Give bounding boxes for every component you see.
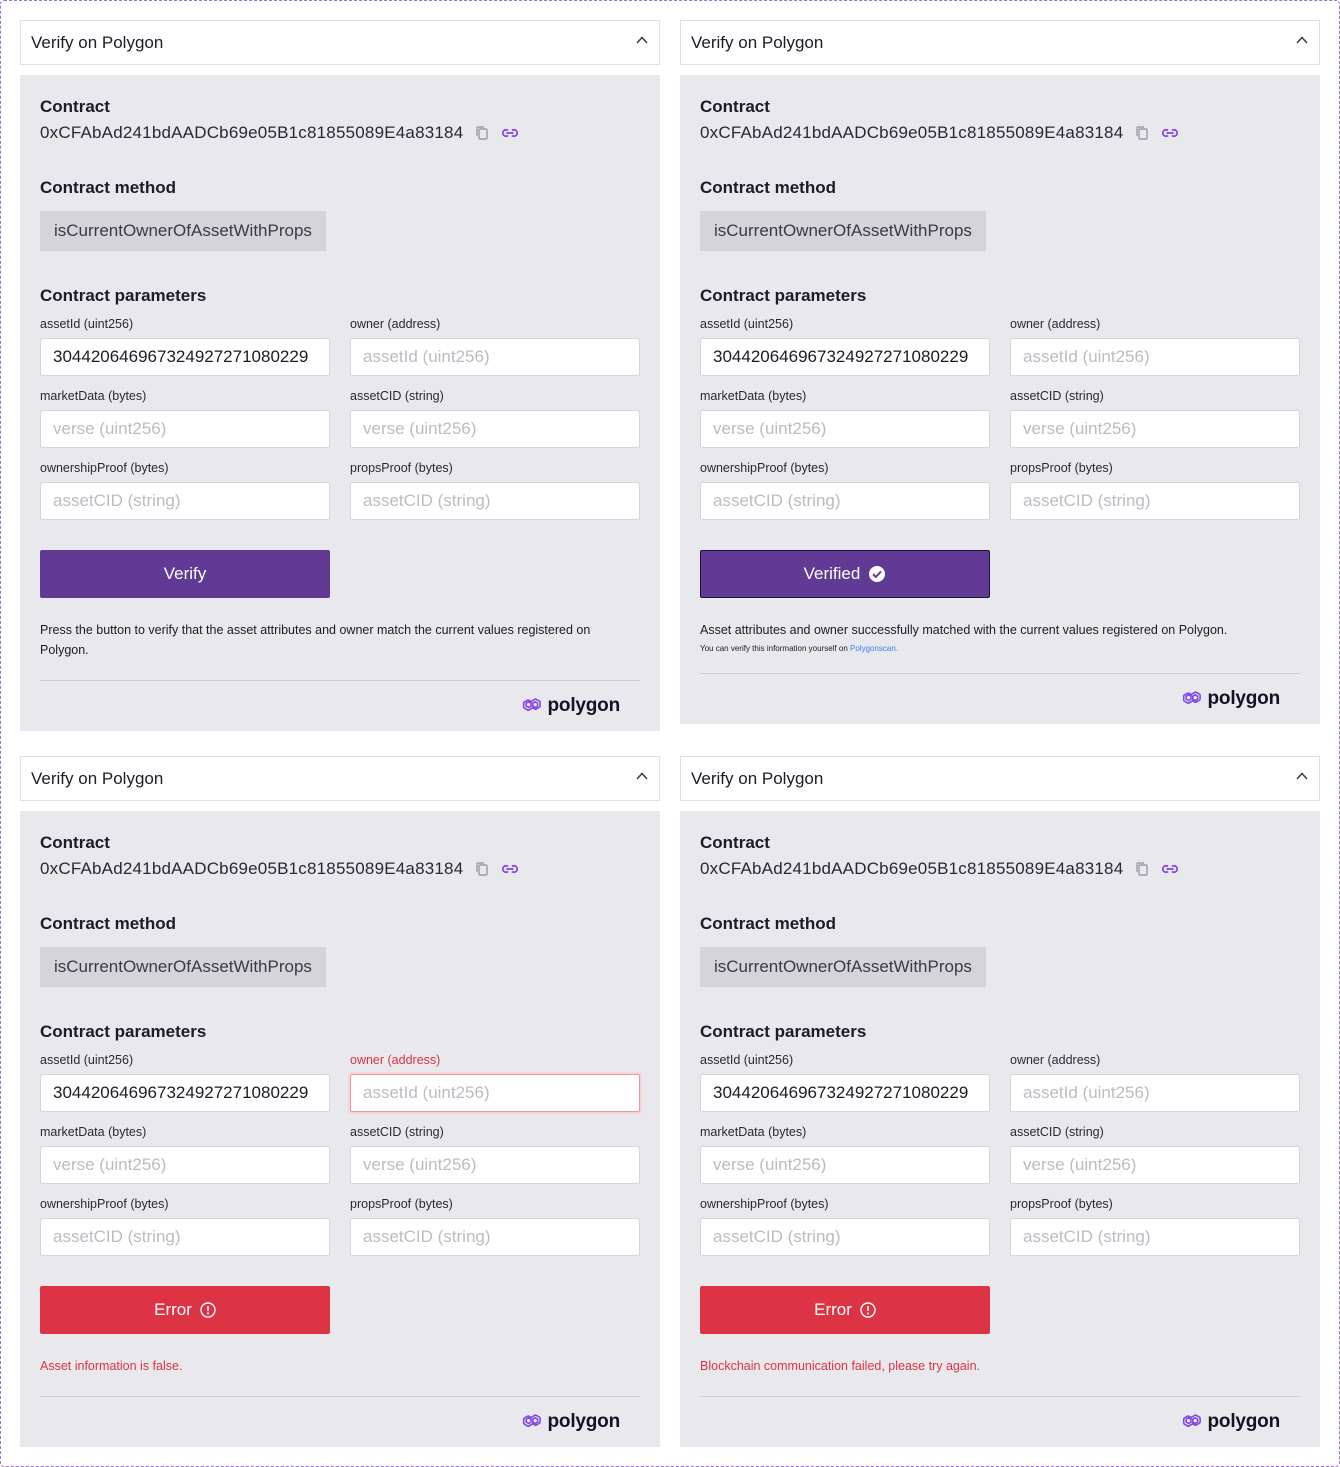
param-field bbox=[700, 316, 990, 376]
header-title: Verify on Polygon bbox=[31, 32, 164, 52]
param-label: propsProof (bytes) bbox=[1010, 1197, 1113, 1211]
contract-label: Contract bbox=[700, 833, 770, 852]
status-message: Asset attributes and owner successfully matched with the current values registered on Polygon. bbox=[700, 623, 1228, 637]
contract-address-row bbox=[700, 123, 1300, 143]
param-input[interactable]: assetId (uint256) bbox=[1010, 1074, 1300, 1112]
param-label: assetId (uint256) bbox=[700, 1053, 794, 1067]
param-input[interactable]: assetCID (string) bbox=[40, 1218, 330, 1256]
param-input[interactable]: assetId (uint256) bbox=[1010, 338, 1300, 376]
param-input[interactable]: assetCID (string) bbox=[1010, 1218, 1300, 1256]
param-field bbox=[1010, 316, 1300, 376]
link-icon[interactable] bbox=[501, 127, 519, 139]
polygon-logo-icon bbox=[1180, 1411, 1204, 1434]
param-field bbox=[700, 1124, 990, 1184]
param-label: marketData (bytes) bbox=[40, 389, 147, 403]
param-field bbox=[40, 460, 330, 520]
button-label: Error bbox=[154, 1300, 192, 1319]
param-field bbox=[350, 388, 640, 448]
method-value: isCurrentOwnerOfAssetWithProps bbox=[700, 211, 986, 251]
status-message: Blockchain communication failed, please try again. bbox=[700, 1359, 981, 1373]
param-field bbox=[1010, 1052, 1300, 1112]
param-field bbox=[40, 1052, 330, 1112]
param-input[interactable]: verse (uint256) bbox=[350, 410, 640, 448]
polygon-logo-icon bbox=[1180, 688, 1204, 711]
link-icon[interactable] bbox=[501, 863, 519, 875]
contract-label: Contract bbox=[40, 97, 110, 116]
param-field bbox=[1010, 1124, 1300, 1184]
param-field bbox=[700, 1196, 990, 1256]
param-label: marketData (bytes) bbox=[700, 1125, 807, 1139]
param-field bbox=[40, 1196, 330, 1256]
copy-icon[interactable] bbox=[475, 125, 489, 141]
chevron-up-icon[interactable] bbox=[1295, 769, 1309, 788]
accordion-header[interactable] bbox=[20, 20, 660, 65]
copy-icon[interactable] bbox=[475, 861, 489, 877]
param-input[interactable]: verse (uint256) bbox=[40, 410, 330, 448]
param-label: propsProof (bytes) bbox=[350, 461, 453, 475]
param-label: ownershipProof (bytes) bbox=[40, 1197, 169, 1211]
polygon-brand bbox=[700, 674, 1300, 724]
contract-label: Contract bbox=[700, 97, 770, 116]
polygonscan-note bbox=[700, 644, 1300, 653]
accordion-header[interactable] bbox=[680, 756, 1320, 801]
param-input[interactable]: assetCID (string) bbox=[700, 1218, 990, 1256]
param-label: ownershipProof (bytes) bbox=[40, 461, 169, 475]
param-label: propsProof (bytes) bbox=[350, 1197, 453, 1211]
chevron-up-icon[interactable] bbox=[635, 33, 649, 52]
param-field bbox=[40, 316, 330, 376]
param-field bbox=[1010, 460, 1300, 520]
params-label: Contract parameters bbox=[40, 1022, 207, 1041]
contract-address: 0xCFAbAd241bdAADCb69e05B1c81855089E4a83184 bbox=[700, 859, 1124, 878]
contract-label: Contract bbox=[40, 833, 110, 852]
contract-address-row bbox=[40, 859, 640, 879]
polygon-wordmark: polygon bbox=[547, 1411, 620, 1432]
method-value: isCurrentOwnerOfAssetWithProps bbox=[40, 947, 326, 987]
header-title: Verify on Polygon bbox=[691, 768, 824, 788]
param-field bbox=[700, 460, 990, 520]
param-input[interactable]: 304420646967324927271080229 bbox=[700, 1074, 990, 1112]
param-input[interactable]: verse (uint256) bbox=[1010, 410, 1300, 448]
chevron-up-icon[interactable] bbox=[1295, 33, 1309, 52]
param-field bbox=[350, 1196, 640, 1256]
verify-button[interactable] bbox=[700, 1286, 990, 1334]
param-field bbox=[700, 1052, 990, 1112]
accordion-header[interactable] bbox=[680, 20, 1320, 65]
link-icon[interactable] bbox=[1161, 863, 1179, 875]
param-label: owner (address) bbox=[350, 317, 441, 331]
verify-card bbox=[20, 20, 660, 731]
chevron-up-icon[interactable] bbox=[635, 769, 649, 788]
param-label: assetCID (string) bbox=[1010, 389, 1104, 403]
accordion-panel bbox=[20, 811, 660, 1447]
param-label: assetId (uint256) bbox=[700, 317, 794, 331]
param-input[interactable]: assetCID (string) bbox=[350, 482, 640, 520]
method-label: Contract method bbox=[40, 914, 176, 933]
param-input[interactable]: verse (uint256) bbox=[700, 1146, 990, 1184]
check-circle-icon bbox=[868, 565, 886, 583]
param-input[interactable]: 304420646967324927271080229 bbox=[40, 338, 330, 376]
verify-card bbox=[20, 756, 660, 1447]
method-value: isCurrentOwnerOfAssetWithProps bbox=[40, 211, 326, 251]
param-label: ownershipProof (bytes) bbox=[700, 461, 829, 475]
param-label: assetId (uint256) bbox=[40, 1053, 134, 1067]
polygonscan-note-text: You can verify this information yourself on bbox=[700, 644, 851, 653]
header-title: Verify on Polygon bbox=[31, 768, 164, 788]
contract-address-row bbox=[40, 123, 640, 143]
param-label: ownershipProof (bytes) bbox=[700, 1197, 829, 1211]
verify-card bbox=[680, 20, 1320, 724]
accordion-panel bbox=[680, 75, 1320, 724]
param-field bbox=[40, 388, 330, 448]
param-input[interactable]: assetCID (string) bbox=[40, 482, 330, 520]
param-label: assetCID (string) bbox=[350, 389, 444, 403]
param-label: owner (address) bbox=[1010, 317, 1101, 331]
method-value: isCurrentOwnerOfAssetWithProps bbox=[700, 947, 986, 987]
method-label: Contract method bbox=[700, 914, 836, 933]
param-label: marketData (bytes) bbox=[40, 1125, 147, 1139]
verify-button[interactable] bbox=[40, 550, 330, 598]
button-label: Verified bbox=[803, 564, 861, 583]
polygon-brand bbox=[40, 681, 640, 731]
polygon-logo-icon bbox=[520, 695, 544, 718]
polygon-brand bbox=[40, 1397, 640, 1447]
param-input[interactable]: verse (uint256) bbox=[350, 1146, 640, 1184]
copy-icon[interactable] bbox=[1135, 125, 1149, 141]
contract-address: 0xCFAbAd241bdAADCb69e05B1c81855089E4a83184 bbox=[40, 859, 464, 878]
contract-address: 0xCFAbAd241bdAADCb69e05B1c81855089E4a83184 bbox=[700, 123, 1124, 142]
accordion-panel bbox=[20, 75, 660, 731]
param-input[interactable]: assetCID (string) bbox=[350, 1218, 640, 1256]
param-field bbox=[40, 1124, 330, 1184]
params-label: Contract parameters bbox=[40, 286, 207, 305]
param-label: owner (address) bbox=[350, 1053, 441, 1067]
param-input[interactable]: verse (uint256) bbox=[700, 410, 990, 448]
param-input[interactable]: verse (uint256) bbox=[40, 1146, 330, 1184]
params-label: Contract parameters bbox=[700, 1022, 867, 1041]
contract-address-row bbox=[700, 859, 1300, 879]
contract-address: 0xCFAbAd241bdAADCb69e05B1c81855089E4a83184 bbox=[40, 123, 464, 142]
status-message: Asset information is false. bbox=[40, 1359, 183, 1373]
param-field bbox=[350, 316, 640, 376]
param-field bbox=[700, 388, 990, 448]
param-label: assetCID (string) bbox=[350, 1125, 444, 1139]
verify-button[interactable] bbox=[40, 1286, 330, 1334]
error-icon bbox=[860, 1302, 876, 1318]
method-label: Contract method bbox=[700, 178, 836, 197]
param-input[interactable]: assetCID (string) bbox=[1010, 482, 1300, 520]
param-field bbox=[350, 460, 640, 520]
param-input[interactable]: assetId (uint256) bbox=[350, 1074, 640, 1112]
button-label: Verify bbox=[163, 564, 207, 583]
param-field bbox=[350, 1124, 640, 1184]
params-label: Contract parameters bbox=[700, 286, 867, 305]
params-grid bbox=[40, 316, 640, 532]
status-message: Press the button to verify that the asset attributes and owner match the current values registered on Polygon. bbox=[40, 623, 591, 657]
param-label: assetId (uint256) bbox=[40, 317, 134, 331]
link-icon[interactable] bbox=[1161, 127, 1179, 139]
button-label: Error bbox=[814, 1300, 852, 1319]
polygon-wordmark: polygon bbox=[1207, 688, 1280, 709]
param-field bbox=[350, 1052, 640, 1112]
polygonscan-link[interactable]: Polygonscan. bbox=[850, 644, 899, 653]
method-label: Contract method bbox=[40, 178, 176, 197]
param-input[interactable]: 304420646967324927271080229 bbox=[40, 1074, 330, 1112]
params-grid bbox=[700, 1052, 1300, 1268]
copy-icon[interactable] bbox=[1135, 861, 1149, 877]
polygon-logo-icon bbox=[520, 1411, 544, 1434]
param-input[interactable]: verse (uint256) bbox=[1010, 1146, 1300, 1184]
polygon-wordmark: polygon bbox=[547, 695, 620, 716]
polygon-wordmark: polygon bbox=[1207, 1411, 1280, 1432]
params-grid bbox=[40, 1052, 640, 1268]
param-label: owner (address) bbox=[1010, 1053, 1101, 1067]
param-field bbox=[1010, 388, 1300, 448]
accordion-panel bbox=[680, 811, 1320, 1447]
verify-card bbox=[680, 756, 1320, 1447]
error-icon bbox=[200, 1302, 216, 1318]
header-title: Verify on Polygon bbox=[691, 32, 824, 52]
param-label: marketData (bytes) bbox=[700, 389, 807, 403]
params-grid bbox=[700, 316, 1300, 532]
param-label: assetCID (string) bbox=[1010, 1125, 1104, 1139]
param-input[interactable]: assetCID (string) bbox=[700, 482, 990, 520]
param-field bbox=[1010, 1196, 1300, 1256]
polygon-brand bbox=[700, 1397, 1300, 1447]
param-input[interactable]: 304420646967324927271080229 bbox=[700, 338, 990, 376]
param-label: propsProof (bytes) bbox=[1010, 461, 1113, 475]
accordion-header[interactable] bbox=[20, 756, 660, 801]
param-input[interactable]: assetId (uint256) bbox=[350, 338, 640, 376]
verify-button[interactable] bbox=[700, 550, 990, 598]
